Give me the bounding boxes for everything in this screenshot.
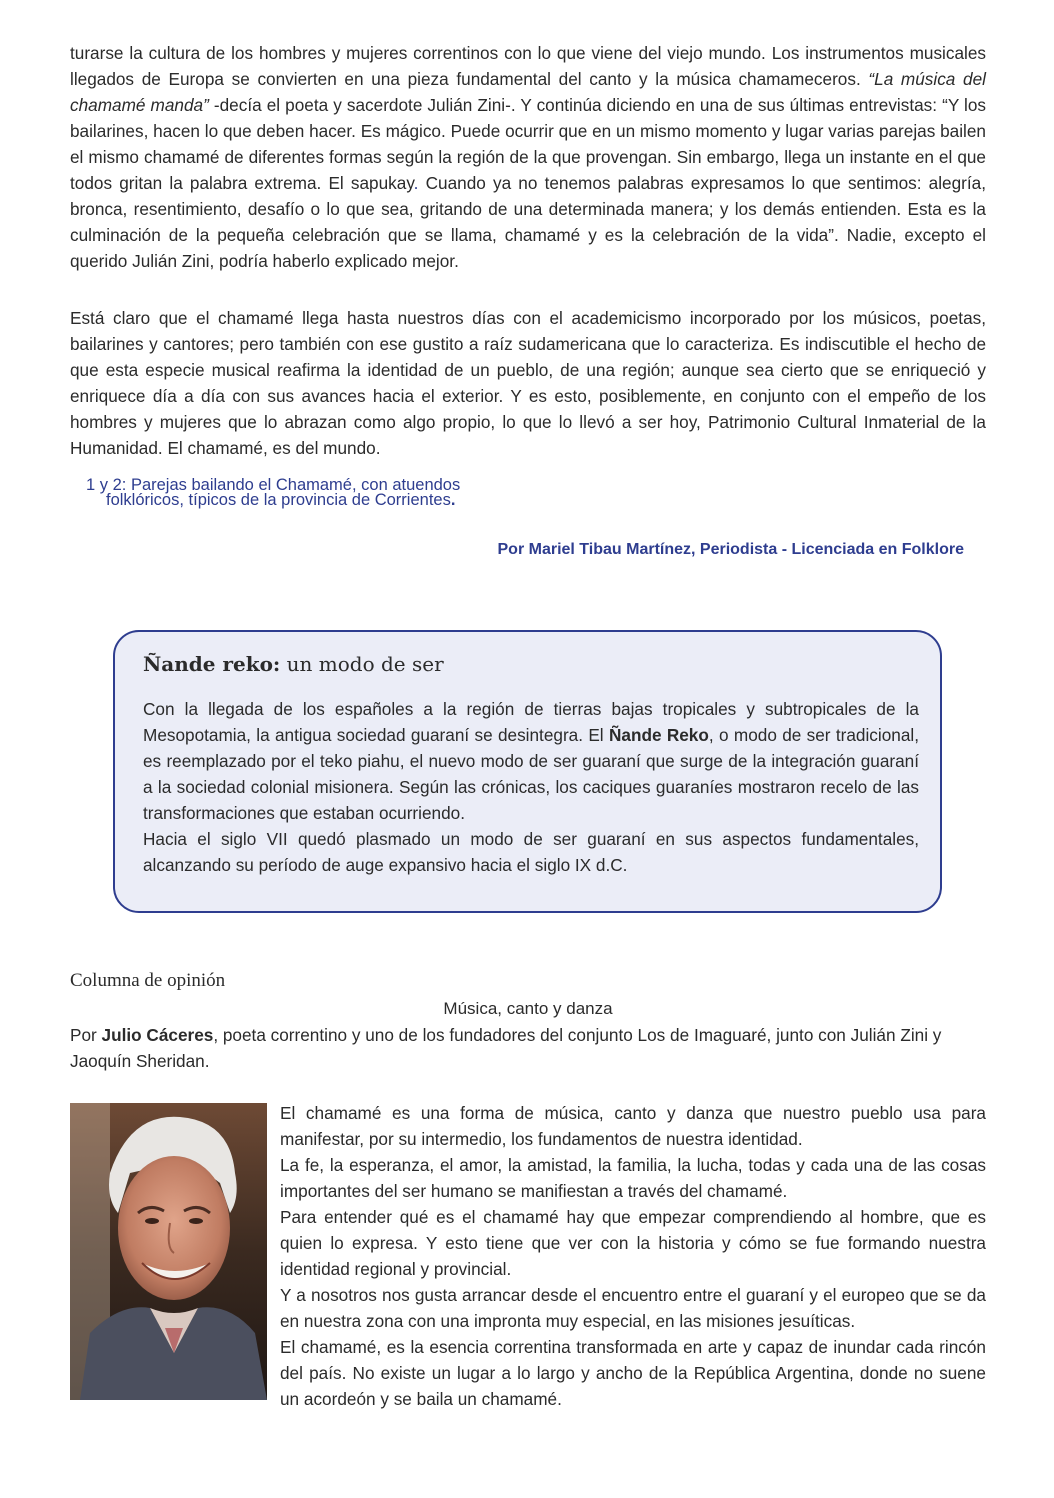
info-box-text: Con la llegada de los españoles a la región de tierras bajas tropicales y subtropicales de la Mesopotamia, la antigua sociedad guaraní se desintegra. El [143, 699, 919, 745]
column-paragraph: Para entender qué es el chamamé hay que empezar comprendiendo al hombre, que es quien lo expresa. Y esto tiene que ver con la historia y cómo se fue formando nuestra identidad regional y provincial. [280, 1207, 986, 1279]
column-body [280, 1100, 986, 1412]
column-paragraph: El chamamé es una forma de música, canto y danza que nuestro pueblo usa para manifestar, por su intermedio, los fundamentos de nuestra identidad. [280, 1103, 986, 1149]
article-quote: “La música del chamamé manda” [70, 69, 986, 115]
info-box-title [143, 652, 444, 676]
article-byline: Por Mariel Tibau Martínez, Periodista - Licenciada en Folklore [497, 541, 964, 558]
article-text: Cuando ya no tenemos palabras expresamos lo que sentimos: alegría, bronca, resentimiento, desafío o lo que sea, gritando de una determinada manera; y los demás entienden. Esta es la culminación de la pequeña celebración que se llama, chamamé y es la celebración de la vida”. Nadie, excepto el querido Julián Zini, podría haberlo explicado mejor. [70, 173, 986, 271]
caption-text: folklóricos, típicos de la provincia de Corrientes [106, 491, 451, 509]
author-photo [70, 1103, 267, 1400]
info-box-title-bold: Ñande reko: [143, 652, 281, 676]
info-box-body [143, 696, 919, 878]
caption-line [86, 493, 606, 508]
article-text: -decía el poeta y sacerdote Julián Zini-. Y continúa diciendo en una de sus últimas entrevistas: “Y los bailarines, hacen lo que deben hacer. Es mágico. Puede ocurrir que en un mismo momento y lugar varias parejas bailen el mismo chamamé de diferentes formas según la región de la que provengan. Sin embargo, llega un instante en el que todos gritan la palabra extrema. El sapukay [70, 95, 987, 193]
article-text: turarse la cultura de los hombres y mujeres correntinos con lo que viene del viejo mundo. Los instrumentos musicales llegados de Europa se convierten en una pieza fundamental del canto y la música chamameceros. [70, 43, 986, 89]
section-label: Columna de opinión [70, 970, 226, 991]
info-box [113, 630, 942, 913]
article-text: . [413, 173, 419, 193]
photo-caption [86, 478, 606, 508]
author-name: Julio Cáceres [101, 1025, 214, 1045]
article-paragraph-2: Está claro que el chamamé llega hasta nuestros días con el academicismo incorporado por los músicos, poetas, bailarines y cantores; pero también con ese gustito a raíz sudamericana que lo caracteriza. Es indiscutible el hecho de que esta especie musical reafirma la identidad de un pueblo, de una región; aunque sea cierto que se enriqueció y enriquece día a día con sus avances hacia el exterior. Y es esto, posiblemente, en conjunto con el empeño de los hombres y mujeres que lo abrazan como algo propio, lo que lo llevó a ser hoy, Patrimonio Cultural Inmaterial de la Humanidad. El chamamé, es del mundo. [70, 308, 986, 458]
author-description: , poeta correntino y uno de los fundadores del conjunto Los de Imaguaré, junto con Julián Zini y Jaoquín Sheridan. [70, 1025, 942, 1071]
article-paragraph-1 [70, 40, 986, 274]
info-box-bold: Ñande Reko [608, 725, 709, 745]
column-author-line [70, 1022, 986, 1074]
info-box-text: , o modo de ser tradicional, es reemplazado por el teko piahu, el nuevo modo de ser guaraní que surge de la integración guaraní a la sociedad colonial misionera. Según las crónicas, los caciques guaraníes mostraron recelo de las transformaciones que estaban ocurriendo. [143, 725, 919, 823]
caption-end: . [450, 491, 456, 509]
author-prefix: Por [70, 1025, 102, 1045]
portrait-image [70, 1103, 267, 1400]
column-paragraph: El chamamé, es la esencia correntina transformada en arte y capaz de inundar cada rincón del país. No existe un lugar a lo largo y ancho de la República Argentina, donde no suene un acordeón y se baila un chamamé. [280, 1337, 986, 1409]
info-box-text: Hacia el siglo VII quedó plasmado un modo de ser guaraní en sus aspectos fundamentales, alcanzando su período de auge expansivo hacia el siglo IX d.C. [143, 829, 919, 875]
column-paragraph: Y a nosotros nos gusta arrancar desde el encuentro entre el guaraní y el europeo que se da en nuestra zona con una impronta muy especial, en las misiones jesuíticas. [280, 1285, 986, 1331]
column-subtitle: Música, canto y danza [443, 999, 613, 1018]
caption-line: 1 y 2: Parejas bailando el Chamamé, con atuendos [86, 476, 461, 494]
info-box-title-rest: un modo de ser [280, 652, 444, 676]
column-paragraph: La fe, la esperanza, el amor, la amistad, la familia, la lucha, todas y cada una de las cosas importantes del ser humano se manifiestan a través del chamamé. [280, 1155, 986, 1201]
